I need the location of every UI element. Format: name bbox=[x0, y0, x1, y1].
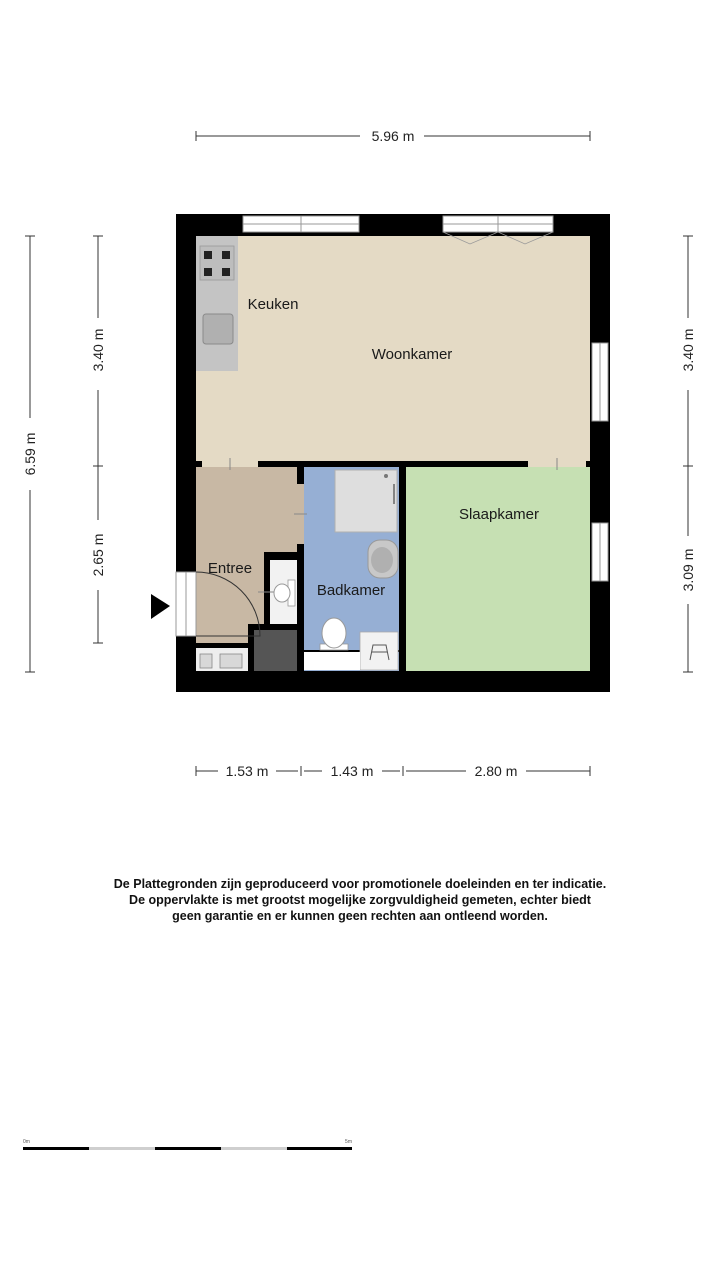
scale-segment-2 bbox=[89, 1147, 155, 1150]
wall-storage-west bbox=[248, 624, 254, 671]
dim-left-upper: 3.40 m bbox=[90, 328, 106, 372]
burner-1 bbox=[204, 251, 212, 259]
disclaimer bbox=[60, 876, 660, 924]
meter-2 bbox=[220, 654, 242, 668]
scale-start-label: 0m bbox=[23, 1139, 30, 1145]
shower bbox=[335, 470, 397, 532]
toilet-bowl bbox=[322, 618, 346, 648]
dim-right-upper: 3.40 m bbox=[680, 328, 696, 372]
scale-segment-4 bbox=[221, 1147, 287, 1150]
room-label-slaapkamer: Slaapkamer bbox=[458, 506, 540, 523]
right-segment-dimension bbox=[683, 236, 693, 672]
wall-meter-top bbox=[196, 643, 248, 648]
closet-toilet-bowl bbox=[274, 584, 290, 602]
disclaimer-line-1: De Plattegronden zijn geproduceerd voor promotionele doeleinden en ter indicatie. bbox=[113, 877, 607, 891]
burner-3 bbox=[204, 268, 212, 276]
kitchen-sink bbox=[203, 314, 233, 344]
meter-1 bbox=[200, 654, 212, 668]
scale-end-label: 5m bbox=[345, 1139, 352, 1145]
shower-drain bbox=[384, 474, 388, 478]
left-segment-dimension bbox=[93, 236, 103, 643]
room-label-badkamer: Badkamer bbox=[316, 582, 386, 599]
dim-left-total: 6.59 m bbox=[22, 432, 38, 476]
wall-toilet-west bbox=[264, 552, 270, 624]
wall-toilet-top bbox=[264, 552, 297, 560]
room-label-woonkamer: Woonkamer bbox=[371, 346, 453, 363]
entrance-arrow-icon bbox=[151, 594, 170, 619]
disclaimer-line-2: De oppervlakte is met grootst mogelijke zorgvuldigheid gemeten, echter biedt bbox=[129, 893, 591, 907]
scale-bar bbox=[23, 1147, 352, 1150]
bath-sink-bowl bbox=[371, 547, 393, 573]
disclaimer-line-3: geen garantie en er kunnen geen rechten aan ontleend worden. bbox=[172, 909, 548, 923]
dim-bottom-1: 1.53 m bbox=[225, 763, 269, 779]
slaapkamer-floor bbox=[406, 467, 590, 671]
dim-bottom-2: 1.43 m bbox=[330, 763, 374, 779]
washing-machine-area bbox=[360, 632, 398, 670]
dim-top-width: 5.96 m bbox=[371, 128, 415, 144]
burner-2 bbox=[222, 251, 230, 259]
burner-4 bbox=[222, 268, 230, 276]
scale-segment-5 bbox=[287, 1147, 352, 1150]
scale-segment-3 bbox=[155, 1147, 221, 1150]
wall-badkamer-slaapkamer bbox=[399, 467, 406, 671]
wall-storage bbox=[248, 624, 297, 630]
room-label-keuken: Keuken bbox=[247, 296, 299, 313]
dim-right-lower: 3.09 m bbox=[680, 548, 696, 592]
bath-floor-strip bbox=[304, 652, 360, 670]
dim-bottom-3: 2.80 m bbox=[474, 763, 518, 779]
dim-left-lower: 2.65 m bbox=[90, 533, 106, 577]
scale-segment-1 bbox=[23, 1147, 89, 1150]
room-label-entree: Entree bbox=[207, 560, 253, 577]
